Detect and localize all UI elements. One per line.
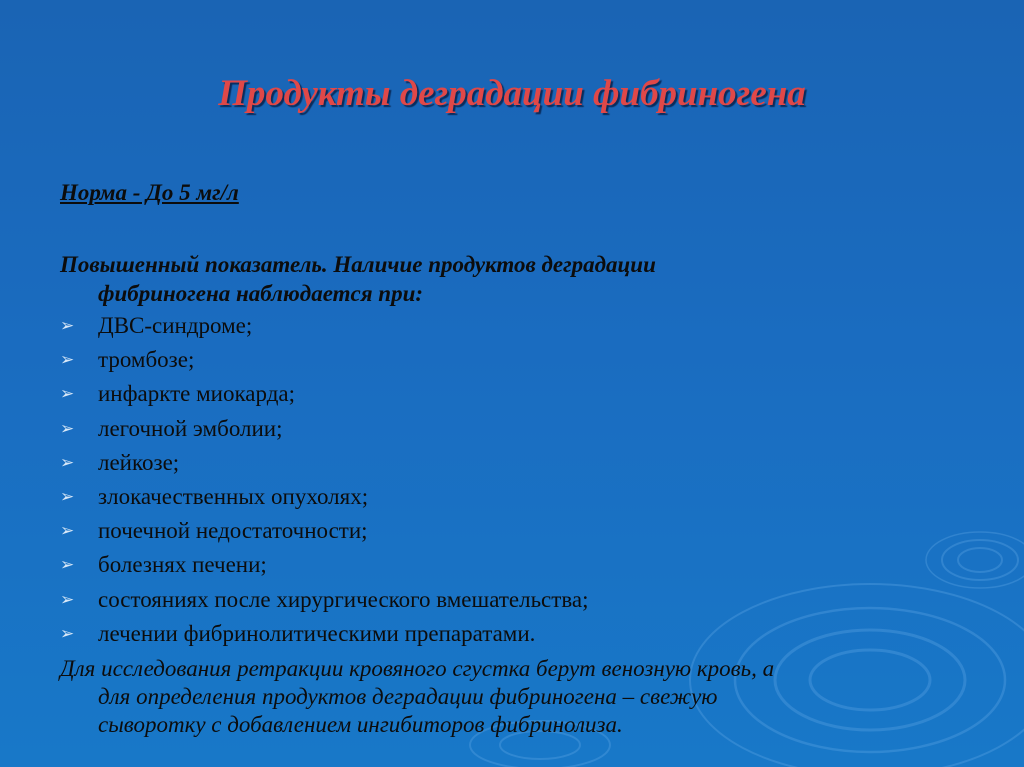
arrow-bullet-icon: ➢ bbox=[60, 555, 75, 576]
list-item-text: ДВС-синдроме; bbox=[98, 313, 253, 338]
list-item bbox=[60, 514, 588, 548]
list-item bbox=[60, 343, 588, 377]
arrow-bullet-icon: ➢ bbox=[60, 589, 75, 610]
intro-line-2: фибриногена наблюдается при: bbox=[98, 281, 424, 306]
arrow-bullet-icon: ➢ bbox=[60, 418, 75, 439]
list-item-text: лечении фибринолитическими препаратами. bbox=[98, 620, 536, 646]
arrow-bullet-icon: ➢ bbox=[60, 486, 75, 507]
list-item-text: почечной недостаточности; bbox=[98, 518, 368, 544]
note-line-1: Для исследования ретракции кровяного сгустка берут венозную кровь, а bbox=[60, 656, 775, 681]
list-item bbox=[60, 583, 588, 617]
arrow-bullet-icon: ➢ bbox=[60, 316, 75, 336]
arrow-bullet-icon: ➢ bbox=[60, 350, 75, 371]
list-item-text: болезнях печени; bbox=[98, 552, 267, 578]
list-item-text: состояниях после хирургического вмешательства; bbox=[98, 586, 589, 612]
list-item bbox=[60, 309, 588, 343]
intro-line-1: Повышенный показатель. Наличие продуктов деградации bbox=[60, 252, 656, 277]
list-item-text: лейкозе; bbox=[98, 449, 180, 475]
norm-value: Норма - До 5 мг/л bbox=[60, 180, 239, 205]
list-item bbox=[60, 480, 588, 514]
note-line-2: для определения продуктов деградации фибриногена – свежую bbox=[98, 684, 718, 709]
arrow-bullet-icon: ➢ bbox=[60, 384, 75, 405]
list-item-text: легочной эмболии; bbox=[98, 415, 283, 441]
list-item-text: инфаркте миокарда; bbox=[98, 381, 296, 407]
list-item bbox=[60, 377, 588, 411]
list-item bbox=[60, 412, 588, 446]
list-item-text: тромбозе; bbox=[98, 347, 195, 373]
conditions-list bbox=[60, 309, 588, 651]
list-item bbox=[60, 617, 588, 651]
list-item bbox=[60, 446, 588, 480]
note-line-3: сыворотку с добавлением ингибиторов фибринолиза. bbox=[98, 712, 623, 737]
arrow-bullet-icon: ➢ bbox=[60, 452, 75, 473]
footnote-text bbox=[60, 655, 980, 739]
list-item bbox=[60, 548, 588, 582]
arrow-bullet-icon: ➢ bbox=[60, 521, 75, 542]
arrow-bullet-icon: ➢ bbox=[60, 623, 75, 644]
list-item-text: злокачественных опухолях; bbox=[98, 483, 369, 509]
intro-text bbox=[60, 250, 840, 308]
slide-title: Продукты деградации фибриногена bbox=[218, 73, 806, 114]
